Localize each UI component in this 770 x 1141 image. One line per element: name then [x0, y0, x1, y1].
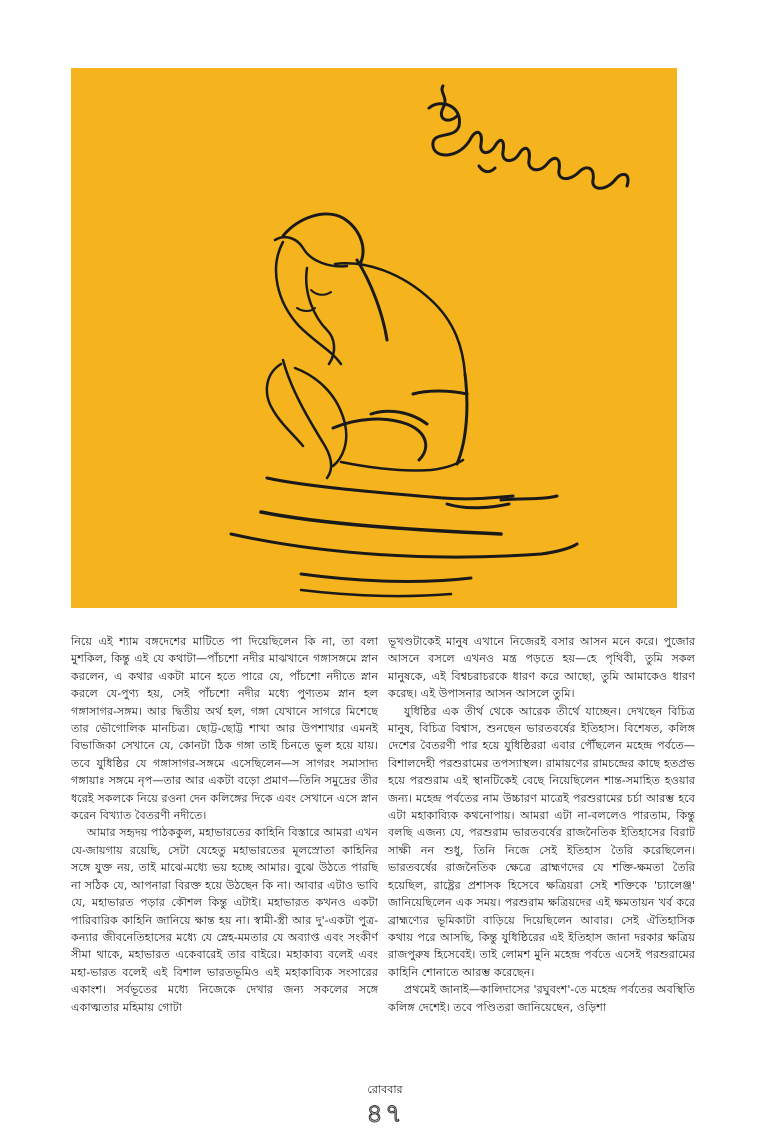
paragraph: নিয়ে এই শ্যাম বঙ্গদেশের মাটিতে পা দিয়েছিলেন কি না, তা বলা মুশকিল, কিন্তু এই যে কথাটা—পাঁচশো নদীর মাঝখানে গঙ্গাসঙ্গমে স্নান করলেন, এ কথার একটা মানে হতে পারে যে, পাঁচশো নদীতে স্নান করলে যে-পুণ্য হয়, সেই পাঁচশো নদীর মধ্যে পুণ্যতম স্নান হল গঙ্গাসাগর-সঙ্গম। আর দ্বিতীয় অর্থ হল, গঙ্গা যেখানে সাগরে মিশেছে তার ভৌগোলিক মানচিত্র। ছোট্ট-ছোট্ট শাখা আর উপশাখার এমনই বিভাজিকা সেখানে যে, কোনটা ঠিক গঙ্গা তাই চিনতে ভুল হয়ে যায়। তবে যুধিষ্ঠির যে গঙ্গাসাগর-সঙ্গমে এসেছিলেন—স সাগরং সমাসাদ্য গঙ্গায়াঃ সঙ্গমে নৃপ—তার আর একটা বড়ো প্রমাণ—তিনি সমুদ্রের তীর ধরেই সকলকে নিয়ে রওনা দেন কলিঙ্গের দিকে এবং সেখানে এসে স্নান করেন বিখ্যাত বৈতরণী নদীতে।: [71, 635, 378, 823]
text-column-right: [388, 633, 695, 1016]
paragraph: ভূখণ্ডটাকেই মানুষ এখানে নিজেরই বসার আসন মনে করে। পুজোর আসনে বসলে এখনও মন্ত্র পড়তে হয়—হে পৃথিবী, তুমি সকল মানুষকে, এই বিশ্বচরাচরকে ধারণ করে আছো, তুমি আমাকেও ধারণ করেছ। এই উপাসনার আসন আসলে তুমি।: [388, 635, 695, 701]
text-column-left: [71, 633, 378, 1016]
illustration: [71, 68, 677, 608]
magazine-name: রোববার: [367, 1083, 403, 1096]
paragraph: আমার সহৃদয় পাঠককুল, মহাভারতের কাহিনি বিস্তারে আমরা এখন যে-জায়গায় রয়েছি, সেটা যেহেতু মহাভারতের মূলস্রোতা কাহিনির সঙ্গে যুক্ত নয়, তাই মাঝে-মধ্যে ভয় হচ্ছে আমার। বুঝে উঠতে পারছি না সঠিক যে, আপনারা বিরক্ত হয়ে উঠছেন কি না। আবার এটাও ভাবি যে, মহাভারত পড়ার কৌশল কিন্তু এটাই। মহাভারত কখনও একটা পারিবারিক কাহিনি জানিয়ে ক্ষান্ত হয় না। স্বামী-স্ত্রী আর দু'-একটা পুত্র-কন্যার জীবনেতিহাসের মধ্যে যে স্নেহ-মমতার যে অব্যাপ্ত এবং সংকীর্ণ সীমা থাকে, মহাভারত একেবারেই তার বাইরে। মহাকাব্য বলেই এবং মহা-ভারত বলেই এই বিশাল ভারতভূমিও এই মহাকাব্যিক সংসারের একাংশ। সর্বভূতের মধ্যে নিজেকে দেখার জন্য সকলের সঙ্গে একাত্মতার মহিমায় গোটা: [71, 826, 378, 1014]
paragraph: যুধিষ্ঠির এক তীর্থ থেকে আরেক তীর্থে যাচ্ছেন। দেখছেন বিচিত্র মানুষ, বিচিত্র বিশ্বাস, শুনছেন ভারতবর্ষের ইতিহাস। বিশেষত, কলিঙ্গ দেশের বৈতরণী পার হয়ে যুধিষ্ঠিররা এবার পৌঁছলেন মহেন্দ্র পর্বতে—বিশালদেহী পরশুরামের তপস্যাস্থল। রামায়ণের রামচন্দ্রের কাছে হতপ্রভ হয়ে পরশুরাম এই স্থানটিকেই বেছে নিয়েছিলেন শান্ত-সমাহিত হওয়ার জন্য। মহেন্দ্র পর্বতের নাম উচ্চারণ মাত্রেই পরশুরামের চর্চা আরম্ভ হবে এটা মহাকাব্যিক কথনোপায়। আমরা এটা না-বললেও পারতাম, কিন্তু বলছি এজন্য যে, পরশুরাম ভারতবর্ষের রাজনৈতিক ইতিহাসের বিরাট সাক্ষী নন শুধু, তিনি নিজে সেই ইতিহাস তৈরি করেছিলেন। ভারতবর্ষের রাজনৈতিক ক্ষেত্রে ব্রাহ্মণদের যে শক্তি-ক্ষমতা তৈরি হয়েছিল, রাষ্ট্রের প্রশাসক হিসেবে ক্ষত্রিয়রা সেই শক্তিকে 'চ্যালেঞ্জ' জানিয়েছিলেন এক সময়। পরশুরাম ক্ষত্রিয়দের এই ক্ষমতায়ন খর্ব করে ব্রাহ্মণ্যের ভূমিকাটা বাড়িয়ে দিয়েছিলেন আবার। সেই ঐতিহাসিক কথায় পরে আসছি, কিন্তু যুধিষ্ঠিরের এই ইতিহাস জানা দরকার ক্ষত্রিয় রাজপুরুষ হিসেবেই। তাই লোমশ মুনি মহেন্দ্র পর্বতে এসেই পরশুরামের কাহিনি শোনাতে আরম্ভ করেছেন।: [388, 704, 695, 979]
page-number: ৪৭: [366, 1099, 404, 1129]
paragraph: প্রথমেই জানাই—কালিদাসের 'রঘুবংশ'-তে মহেন্দ্র পর্বতের অবস্থিতি কলিঙ্গ দেশেই। তবে পণ্ডিতরা জানিয়েছেন, ওড়িশা: [388, 983, 695, 1014]
sketch-illustration: [71, 68, 677, 608]
